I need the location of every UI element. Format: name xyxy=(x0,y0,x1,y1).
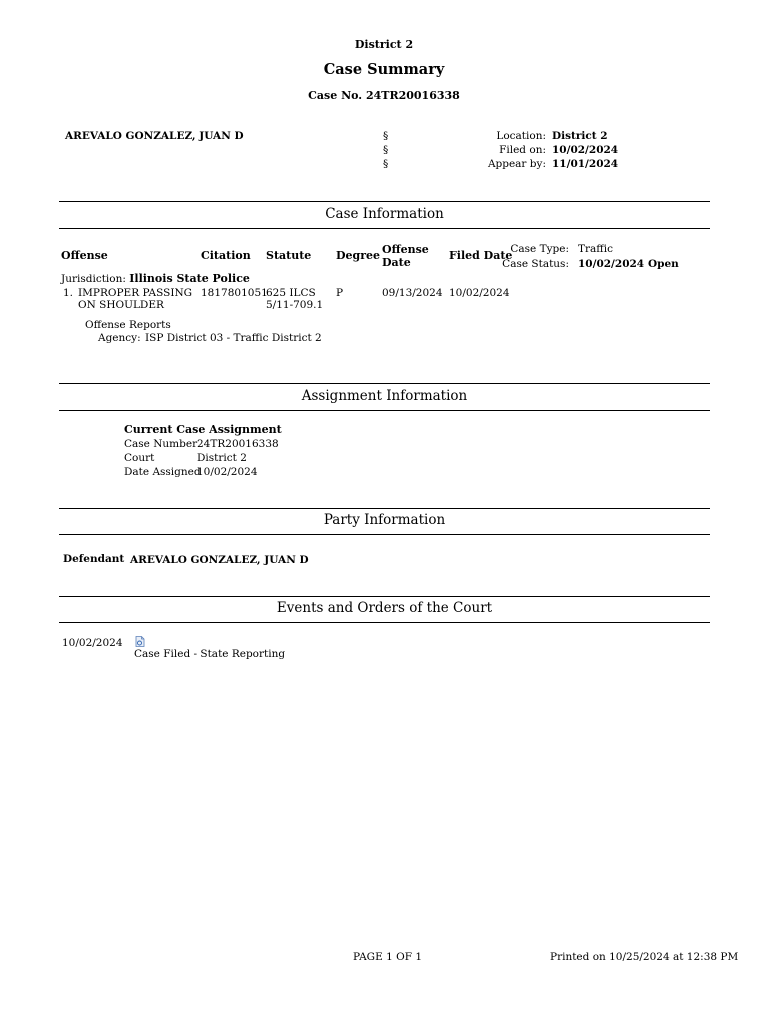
page-title: Case Summary xyxy=(323,61,445,78)
offense-degree: P xyxy=(336,287,344,299)
col-offense: Offense xyxy=(61,249,108,262)
offense-filed-date: 10/02/2024 xyxy=(449,287,510,299)
jurisdiction-value: Illinois State Police xyxy=(129,272,250,285)
offense-description-line2: ON SHOULDER xyxy=(78,299,164,311)
events-title: Events and Orders of the Court xyxy=(276,600,493,616)
col-offense-date-line2: Date xyxy=(382,256,411,269)
col-filed-date: Filed Date xyxy=(449,249,513,262)
section-symbol: § xyxy=(383,158,389,170)
page-number: PAGE 1 OF 1 xyxy=(353,951,423,963)
divider xyxy=(59,596,710,597)
assignment-court-value: District 2 xyxy=(197,452,247,464)
party-name: AREVALO GONZALEZ, JUAN D xyxy=(130,554,309,566)
case-number-label: Case No. xyxy=(308,89,363,102)
appear-by-label: Appear by: xyxy=(487,158,546,170)
case-status-label: Case Status: xyxy=(502,258,569,270)
party-information-title: Party Information xyxy=(323,512,446,528)
assignment-court-label: Court xyxy=(124,452,155,464)
divider xyxy=(59,622,710,623)
event-date: 10/02/2024 xyxy=(62,637,123,649)
event-description: Case Filed - State Reporting xyxy=(134,648,286,660)
divider xyxy=(59,201,710,202)
agency-label: Agency: xyxy=(98,332,141,344)
district-heading: District 2 xyxy=(354,38,414,51)
case-status-date: 10/02/2024 xyxy=(578,258,645,270)
divider xyxy=(59,228,710,229)
divider xyxy=(59,508,710,509)
case-information-title: Case Information xyxy=(325,206,444,222)
location-value: District 2 xyxy=(552,130,608,142)
jurisdiction-label: Jurisdiction: xyxy=(61,273,126,285)
divider xyxy=(59,383,710,384)
assignment-date-value: 10/02/2024 xyxy=(197,466,258,478)
assignment-case-number-label: Case Number xyxy=(124,438,198,450)
document-icon[interactable] xyxy=(135,636,145,647)
case-number-heading xyxy=(0,89,768,102)
offense-statute-line2: 5/11-709.1 xyxy=(266,299,324,311)
col-degree: Degree xyxy=(336,249,381,262)
assignment-date-label: Date Assigned xyxy=(124,466,201,478)
current-assignment-heading: Current Case Assignment xyxy=(124,423,282,436)
section-symbol: § xyxy=(383,144,389,156)
agency-value: ISP District 03 - Traffic District 2 xyxy=(145,332,322,344)
section-symbol: § xyxy=(383,130,389,142)
filed-on-value: 10/02/2024 xyxy=(552,144,619,156)
col-offense-date-line1: Offense xyxy=(382,243,429,256)
location-label: Location: xyxy=(496,130,546,142)
divider xyxy=(59,410,710,411)
col-statute: Statute xyxy=(266,249,312,262)
divider xyxy=(59,534,710,535)
party-role: Defendant xyxy=(63,553,125,565)
offense-description-line1: IMPROPER PASSING xyxy=(78,287,193,299)
col-citation: Citation xyxy=(201,249,251,262)
filed-on-label: Filed on: xyxy=(499,144,546,156)
printed-timestamp: Printed on 10/25/2024 at 12:38 PM xyxy=(550,951,739,963)
appear-by-value: 11/01/2024 xyxy=(552,158,619,170)
jurisdiction xyxy=(61,272,250,285)
offense-statute-line1: 625 ILCS xyxy=(266,287,316,299)
case-status-value: Open xyxy=(648,258,679,270)
offense-number: 1. xyxy=(63,287,74,299)
offense-reports-label: Offense Reports xyxy=(85,319,171,331)
assignment-case-number-value: 24TR20016338 xyxy=(197,438,279,450)
case-number-value: 24TR20016338 xyxy=(365,89,460,102)
offense-date: 09/13/2024 xyxy=(382,287,443,299)
case-type-value: Traffic xyxy=(578,243,613,255)
offense-citation: 1817801051 xyxy=(201,287,268,299)
case-type-label: Case Type: xyxy=(510,243,569,255)
assignment-information-title: Assignment Information xyxy=(301,388,468,404)
caption-party-name: AREVALO GONZALEZ, JUAN D xyxy=(65,130,244,142)
